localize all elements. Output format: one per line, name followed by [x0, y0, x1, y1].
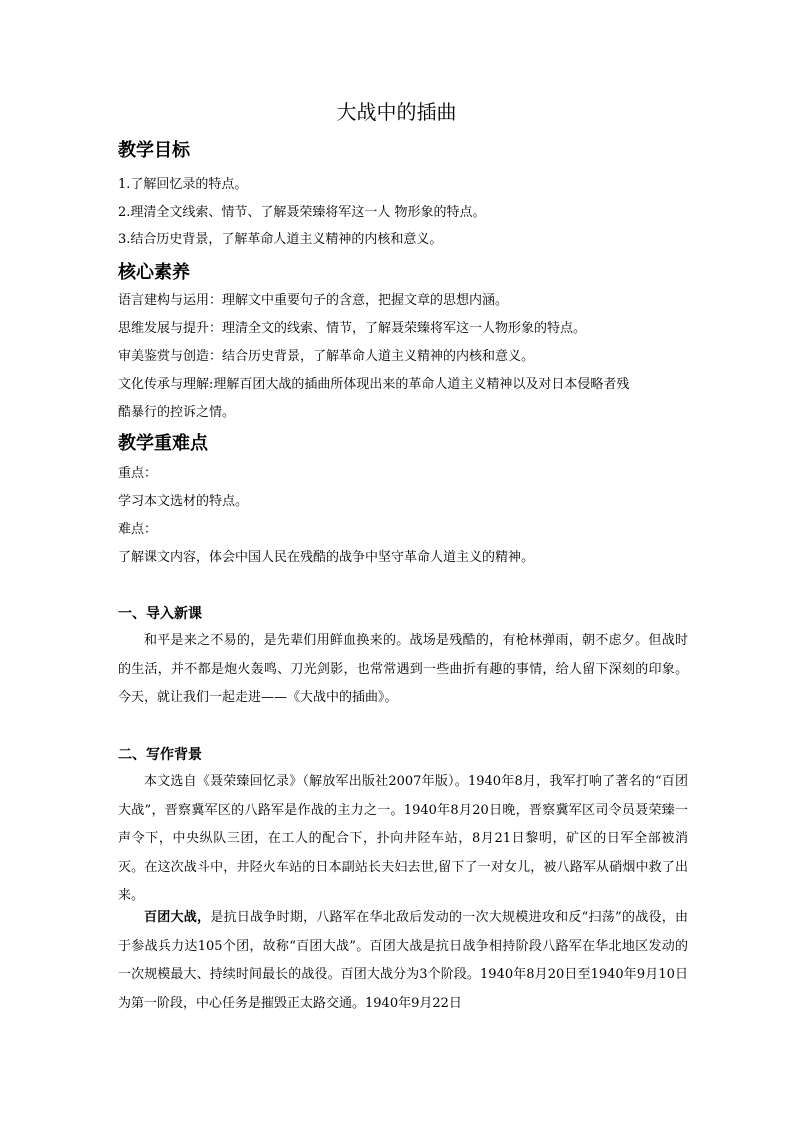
- term-description: 是抗日战争时期，八路军在华北敌后发动的一次大规模进攻和反“扫荡”的战役，由于参战兵力达105个团，故称“百团大战”。百团大战是抗日战争相持阶段八路军在华北地区发动的一次规模最大、持续时间最长的战役。百团大战分为3个阶段。1940年8月20日至1940年9月10日为第一阶段，中心任务是摧毁正太路交通。1940年9月22日: [118, 910, 688, 1011]
- background-paragraph: 本文选自《聂荣臻回忆录》（解放军出版社2007年版）。1940年8月，我军打响了著名的“百团大战”，晋察冀军区的八路军是作战的主力之一。1940年8月20日晚，晋察冀军区司令员聂荣臻一声令下，中央纵队三团，在工人的配合下，扑向井陉车站，8月21日黎明，矿区的日军全部被消灭。在这次战斗中，井陉火车站的日本副站长夫妇去世,留下了一对女儿，被八路军从硝烟中救了出来。: [118, 774, 688, 903]
- heading-keypoints: 教学重难点: [118, 433, 208, 454]
- keypoint-item: 学习本文选材的特点。: [118, 494, 249, 509]
- intro-paragraph: 和平是来之不易的，是先辈们用鲜血换来的。战场是残酷的，有枪林弹雨，朝不虑夕。但战时的生活，并不都是炮火轰鸣、刀光剑影，也常常遇到一些曲折有趣的事情，给人留下深刻的印象。今天，就让我们一起走进——《大战中的插曲》。: [118, 633, 688, 705]
- literacy-item: 文化传承与理解:理解百团大战的插曲所体现出来的革命人道主义精神以及对日本侵略者残: [118, 377, 630, 392]
- keypoint-item: 了解课文内容，体会中国人民在残酷的战争中坚守革命人道主义的精神。: [118, 550, 535, 565]
- keypoint-item: 难点：: [118, 522, 158, 537]
- page-title: 大战中的插曲: [336, 100, 457, 124]
- literacy-item: 酷暴行的控诉之情。: [118, 405, 236, 420]
- literacy-item: 思维发展与提升：理清全文的线索、情节，了解聂荣臻将军这一人物形象的特点。: [118, 321, 587, 336]
- background-paragraph-2: [118, 904, 688, 1018]
- literacy-item: 审美鉴赏与创造：结合历史背景，了解革命人道主义精神的内核和意义。: [118, 349, 535, 364]
- term-bold: 百团大战，: [144, 910, 211, 925]
- keypoint-item: 重点：: [118, 466, 158, 481]
- heading-objectives: 教学目标: [118, 140, 190, 161]
- heading-literacy: 核心素养: [118, 262, 190, 283]
- heading-intro: 一、导入新课: [118, 606, 202, 622]
- objective-item: 3.结合历史背景，了解革命人道主义精神的内核和意义。: [118, 232, 443, 247]
- objective-item: 2.理清全文线索、情节、了解聂荣臻将军这一人 物形象的特点。: [118, 205, 486, 220]
- objective-item: 1.了解回忆录的特点。: [118, 177, 248, 192]
- heading-background: 二、写作背景: [118, 747, 202, 763]
- literacy-item: 语言建构与运用：理解文中重要句子的含意，把握文章的思想内涵。: [118, 293, 509, 308]
